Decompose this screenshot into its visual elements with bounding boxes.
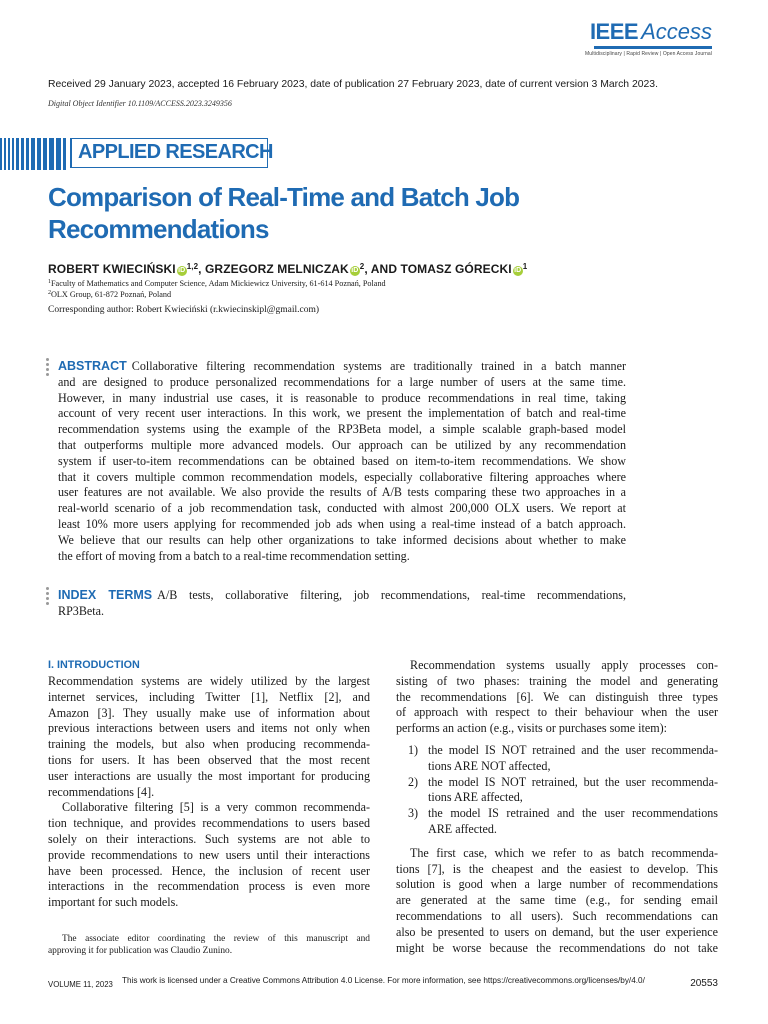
body-line: user interactions are usually the most important for producing bbox=[48, 768, 370, 783]
author-name: TOMASZ GÓRECKI bbox=[400, 262, 512, 276]
body-line: previous interactions between users and items not only when bbox=[48, 721, 370, 736]
body-line: Amazon [3]. They usually make use of information about bbox=[48, 705, 370, 720]
abstract-line: ABSTRACT Collaborative filtering recommendation systems are traditionally trained in a batch manner bbox=[58, 359, 626, 373]
body-line: interactions in the recommendation process is even more bbox=[48, 879, 370, 894]
body-line: internet services, including Twitter [1], Netflix [2], and bbox=[48, 689, 370, 704]
orcid-icon[interactable]: iD bbox=[178, 267, 186, 274]
list-line: ARE affected. bbox=[428, 821, 497, 836]
list-number: 3) bbox=[408, 806, 419, 821]
logo-access: Access bbox=[641, 19, 712, 44]
list-number: 1) bbox=[408, 742, 419, 757]
banner-stripes bbox=[0, 138, 66, 170]
title-line: Comparison of Real-Time and Batch Job bbox=[48, 182, 520, 212]
author-separator: , AND bbox=[364, 262, 401, 276]
index-terms-label: INDEX TERMS bbox=[58, 588, 153, 602]
affiliation-sup: 2 bbox=[48, 290, 51, 296]
author-separator: , bbox=[198, 262, 205, 276]
body-line: recommendations to all users). Such recommendations can bbox=[396, 908, 718, 923]
logo-tagline: Multidisciplinary | Rapid Review | Open Access Journal bbox=[585, 51, 712, 57]
abstract-line: However, in many industrial use cases, it is reasonable to produce recommendations in real time, taking bbox=[58, 390, 626, 405]
body-line: sisting of two phases: training the model and generating bbox=[396, 673, 718, 688]
left-column bbox=[48, 674, 370, 911]
category-banner bbox=[0, 138, 273, 170]
footnote-line: approving it for publication was Claudio Zunino. bbox=[48, 945, 233, 956]
affiliation bbox=[48, 279, 386, 288]
abstract-line: recommendation systems using the example of the RP3Beta model, a simple scalable graph-based model bbox=[58, 422, 626, 437]
orcid-icon[interactable]: iD bbox=[351, 267, 359, 274]
body-line: training the models, but also when producing recommenda- bbox=[48, 737, 370, 752]
footnote-line: The associate editor coordinating the review of this manuscript and bbox=[62, 934, 370, 944]
affiliation-sup: 1 bbox=[48, 279, 51, 285]
body-line: important for such models. bbox=[48, 895, 179, 910]
body-line: The first case, which we refer to as batch recommenda- bbox=[410, 845, 718, 860]
abstract-line: that it covers multiple common recommendation models, especially collaborative filtering approaches where bbox=[58, 469, 626, 484]
logo-rule bbox=[594, 46, 712, 49]
abstract-line: We believe that our results can help other organizations to take informed decisions about whether to make bbox=[58, 532, 626, 547]
body-line: Recommendation systems usually apply processes con- bbox=[410, 658, 718, 672]
abstract bbox=[58, 359, 626, 564]
body-line: also be presented to users on demand, but the user experience bbox=[396, 924, 718, 939]
body-line: performs an action (e.g., visits or purchases some item): bbox=[396, 721, 668, 736]
affiliation bbox=[48, 290, 171, 299]
author-affil-sup: 2 bbox=[359, 262, 365, 271]
author-list bbox=[48, 262, 527, 276]
body-line: have been processed. Hence, the inclusion of recent user bbox=[48, 863, 370, 878]
abstract-marker-icon bbox=[46, 358, 49, 378]
body-line: tions for users. It has been observed that the most recent bbox=[48, 752, 370, 767]
right-column bbox=[396, 658, 718, 956]
doi: Digital Object Identifier 10.1109/ACCESS.2023.3249356 bbox=[48, 99, 232, 108]
abstract-line: that outperforms multiple more advanced models. Our approach can be utilized by any recommendation bbox=[58, 437, 626, 452]
author-name: ROBERT KWIECIŃSKI bbox=[48, 262, 176, 276]
abstract-line: real-world scenario of a job recommendation task, conducted with almost 200,000 OLX users. We report at bbox=[58, 501, 626, 516]
author-affil-sup: 1,2 bbox=[186, 262, 199, 271]
abstract-label: ABSTRACT bbox=[58, 359, 127, 373]
index-terms-marker-icon bbox=[46, 587, 49, 607]
author-affil-sup: 1 bbox=[522, 262, 528, 271]
body-line: solution is good when a large number of recommendations bbox=[396, 877, 718, 892]
editor-footnote bbox=[48, 934, 370, 957]
index-terms-line: INDEX TERMS A/B tests, collaborative filtering, job recommendations, real-time recommendations, bbox=[58, 588, 626, 602]
title-line: Recommendations bbox=[48, 214, 269, 244]
body-line: might be worse because the recommendations do not take bbox=[396, 940, 718, 955]
abstract-line: user features are not available. We also provide the results of A/B tests comparing these two approaches in a bbox=[58, 485, 626, 500]
list-line: tions ARE NOT affected, bbox=[428, 758, 551, 773]
logo-ieee: IEEE bbox=[589, 19, 639, 44]
body-line: recommendations [4]. bbox=[48, 784, 155, 799]
abstract-line: least 10% more users applying for recommended job ads when using a real-time instead of a batch approach. bbox=[58, 516, 626, 531]
body-line: Collaborative filtering [5] is a very common recommenda- bbox=[62, 800, 370, 815]
list-line: the model IS NOT retrained and the user recommenda- bbox=[428, 742, 718, 757]
body-line: provide recommendations to new users until their interactions bbox=[48, 847, 370, 862]
received-dates: Received 29 January 2023, accepted 16 February 2023, date of publication 27 February 2023, date of current version 3 March 2023. bbox=[48, 79, 658, 90]
orcid-icon[interactable]: iD bbox=[514, 267, 522, 274]
journal-logo bbox=[585, 20, 712, 57]
body-line: are generated at the same time (e.g., for sending email bbox=[396, 893, 718, 908]
list-line: the model IS retrained and the user recommendations bbox=[428, 806, 718, 821]
body-line: of approach with respect to their behaviour when the user bbox=[396, 705, 718, 720]
category-label: APPLIED RESEARCH bbox=[78, 141, 273, 163]
body-line: tion technique, and provides recommendations to users based bbox=[48, 816, 370, 831]
list-number: 2) bbox=[408, 774, 419, 789]
body-line: solely on their interactions. Such systems are not able to bbox=[48, 831, 370, 846]
body-line: tions [7], is the cheapest and the easiest to develop. This bbox=[396, 861, 718, 876]
index-terms bbox=[58, 588, 626, 620]
abstract-line: and are designed to produce personalized recommendations for a large number of users at the same time. bbox=[58, 374, 626, 389]
author-name: GRZEGORZ MELNICZAK bbox=[205, 262, 349, 276]
page-number: 20553 bbox=[690, 978, 718, 989]
body-line: Recommendation systems are widely utilized by the largest bbox=[48, 674, 370, 688]
section-heading: I. INTRODUCTION bbox=[48, 659, 140, 671]
footer-volume: VOLUME 11, 2023 bbox=[48, 980, 113, 989]
abstract-line: system if user-to-item recommendations can be obtained based on item-to-item recommendations. We show bbox=[58, 453, 626, 468]
affiliation-text: Faculty of Mathematics and Computer Science, Adam Mickiewicz University, 61-614 Poznań, Poland bbox=[51, 279, 386, 288]
affiliation-text: OLX Group, 61-872 Poznań, Poland bbox=[51, 290, 172, 299]
list-item bbox=[396, 806, 718, 838]
corresponding-author: Corresponding author: Robert Kwieciński (r.kwiecinskipl@gmail.com) bbox=[48, 305, 320, 315]
list-line: the model IS NOT retrained, but the user recommenda- bbox=[428, 774, 718, 789]
abstract-line: the effort of moving from a batch to a real-time recommendation setting. bbox=[58, 548, 410, 563]
list-item bbox=[396, 775, 718, 807]
list-line: tions ARE affected, bbox=[428, 790, 523, 805]
body-line: the recommendations [6]. We can distinguish three types bbox=[396, 689, 718, 704]
approach-list bbox=[396, 743, 718, 838]
abstract-line: account of very recent user interactions. In this work, we present the implementation of batch and real-time bbox=[58, 406, 626, 421]
list-item bbox=[396, 743, 718, 775]
paper-title bbox=[48, 181, 608, 245]
index-terms-line: RP3Beta. bbox=[58, 603, 105, 618]
footer-license[interactable]: This work is licensed under a Creative Commons Attribution 4.0 License. For more information, see https://creativecommons.org/licenses/by/4.0/ bbox=[122, 976, 645, 985]
